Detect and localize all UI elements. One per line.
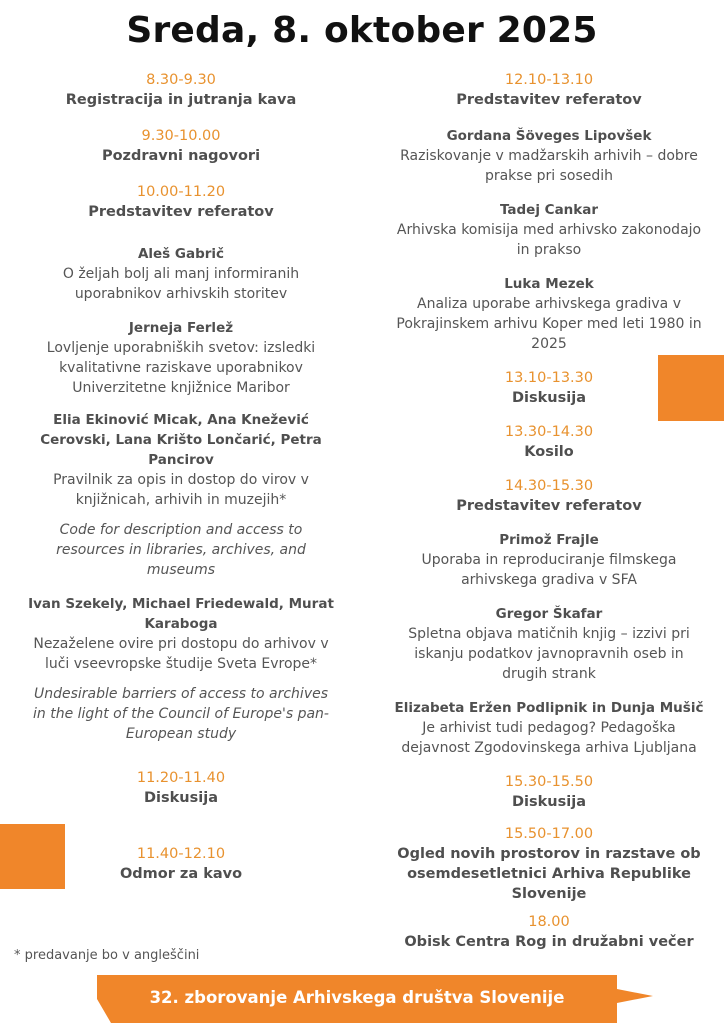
session-heading: Predstavitev referatov — [456, 498, 642, 514]
talk-title: drugih strank — [502, 666, 596, 682]
session-time: 12.10-13.10 — [504, 72, 594, 88]
speaker-name: Elia Ekinović Micak, Ana Knežević — [53, 412, 309, 428]
talk-title: Lovljenje uporabniških svetov: izsledki — [46, 340, 316, 356]
session-time: 11.20-11.40 — [136, 770, 226, 786]
session-heading: Pozdravni nagovori — [101, 148, 261, 164]
right-column — [380, 70, 718, 952]
speaker-name: Aleš Gabrič — [137, 246, 225, 262]
talk-title: Spletna objava matičnih knjig – izzivi pri — [408, 626, 690, 642]
footnote: * predavanje bo v angleščini — [14, 948, 200, 963]
session-time: 11.40-12.10 — [136, 846, 226, 862]
session-heading: Slovenije — [511, 886, 587, 902]
session-heading: Diskusija — [512, 390, 586, 406]
talk-title: knjižnicah, arhivih in muzejih* — [75, 492, 287, 508]
talk-title: Arhivska komisija med arhivsko zakonodajo — [396, 222, 702, 238]
speaker-name: Luka Mezek — [504, 276, 594, 292]
session-time: 14.30-15.30 — [504, 478, 594, 494]
left-column — [8, 70, 354, 884]
talk-title-english: Code for description and access to — [59, 522, 303, 538]
session-heading: Kosilo — [524, 444, 574, 460]
talk-title: O željah bolj ali manj informiranih — [62, 266, 300, 282]
footer-banner — [97, 975, 657, 1023]
talk-title: Je arhivist tudi pedagog? Pedagoška — [422, 720, 676, 736]
speaker-name: Pancirov — [148, 452, 214, 468]
speaker-name: Cerovski, Lana Krišto Lončarić, Petra — [40, 432, 322, 448]
session-heading: Predstavitev referatov — [88, 204, 274, 220]
talk-title: 2025 — [531, 336, 567, 352]
session-time: 8.30-9.30 — [146, 72, 216, 88]
talk-title-english: in the light of the Council of Europe's pan- — [33, 706, 329, 722]
decorative-orange-square — [658, 355, 724, 421]
talk-title: in prakso — [516, 242, 582, 258]
speaker-name: Gregor Škafar — [495, 606, 603, 622]
talk-title-english: Undesirable barriers of access to archives — [33, 686, 329, 702]
session-time: 18.00 — [528, 914, 570, 930]
session-heading: Ogled novih prostorov in razstave ob — [397, 846, 701, 862]
talk-title: Nezaželene ovire pri dostopu do arhivov v — [33, 636, 329, 652]
page-title: Sreda, 8. oktober 2025 — [126, 10, 598, 51]
session-heading: Registracija in jutranja kava — [65, 92, 297, 108]
speaker-name: Karaboga — [144, 616, 218, 632]
session-time: 13.30-14.30 — [504, 424, 594, 440]
session-heading: Predstavitev referatov — [456, 92, 642, 108]
session-heading: Diskusija — [144, 790, 218, 806]
speaker-name: Jerneja Ferlež — [128, 320, 234, 336]
talk-title: luči vseevropske študije Sveta Evrope* — [44, 656, 318, 672]
talk-title: Pravilnik za opis in dostop do virov v — [53, 472, 309, 488]
session-heading: osemdesetletnici Arhiva Republike — [407, 866, 691, 882]
talk-title: arhivskega gradiva v SFA — [461, 572, 637, 588]
talk-title-english: museums — [146, 562, 216, 578]
speaker-name: Primož Frajle — [499, 532, 599, 548]
banner-text: 32. zborovanje Arhivskega društva Slovenije — [149, 988, 565, 1007]
speaker-name: Tadej Cankar — [499, 202, 599, 218]
talk-title: iskanju podatkov javnopravnih oseb in — [414, 646, 684, 662]
session-time: 15.30-15.50 — [504, 774, 594, 790]
talk-title: Univerzitetne knjižnice Maribor — [72, 380, 290, 396]
session-time: 13.10-13.30 — [504, 370, 594, 386]
talk-title-english: European study — [125, 726, 237, 742]
session-time: 15.50-17.00 — [504, 826, 594, 842]
talk-title-english: resources in libraries, archives, and — [56, 542, 306, 558]
session-heading: Obisk Centra Rog in družabni večer — [404, 934, 694, 950]
speaker-name: Gordana Šöveges Lipovšek — [446, 128, 652, 144]
talk-title: Analiza uporabe arhivskega gradiva v — [417, 296, 681, 312]
talk-title: dejavnost Zgodovinskega arhiva Ljubljana — [401, 740, 697, 756]
session-time: 9.30-10.00 — [141, 128, 221, 144]
talk-title: Uporaba in reproduciranje filmskega — [421, 552, 677, 568]
talk-title: Raziskovanje v madžarskih arhivih – dobre — [400, 148, 698, 164]
talk-title: uporabnikov arhivskih storitev — [74, 286, 288, 302]
speaker-name: Ivan Szekely, Michael Friedewald, Murat — [28, 596, 334, 612]
decorative-orange-square — [0, 824, 65, 889]
speaker-name: Elizabeta Eržen Podlipnik in Dunja Mušič — [394, 700, 704, 716]
session-time: 10.00-11.20 — [136, 184, 226, 200]
talk-title: kvalitativne raziskave uporabnikov — [59, 360, 303, 376]
session-heading: Diskusija — [512, 794, 586, 810]
talk-title: Pokrajinskem arhivu Koper med leti 1980 in — [396, 316, 702, 332]
session-heading: Odmor za kavo — [119, 866, 243, 882]
talk-title: prakse pri sosedih — [484, 168, 614, 184]
